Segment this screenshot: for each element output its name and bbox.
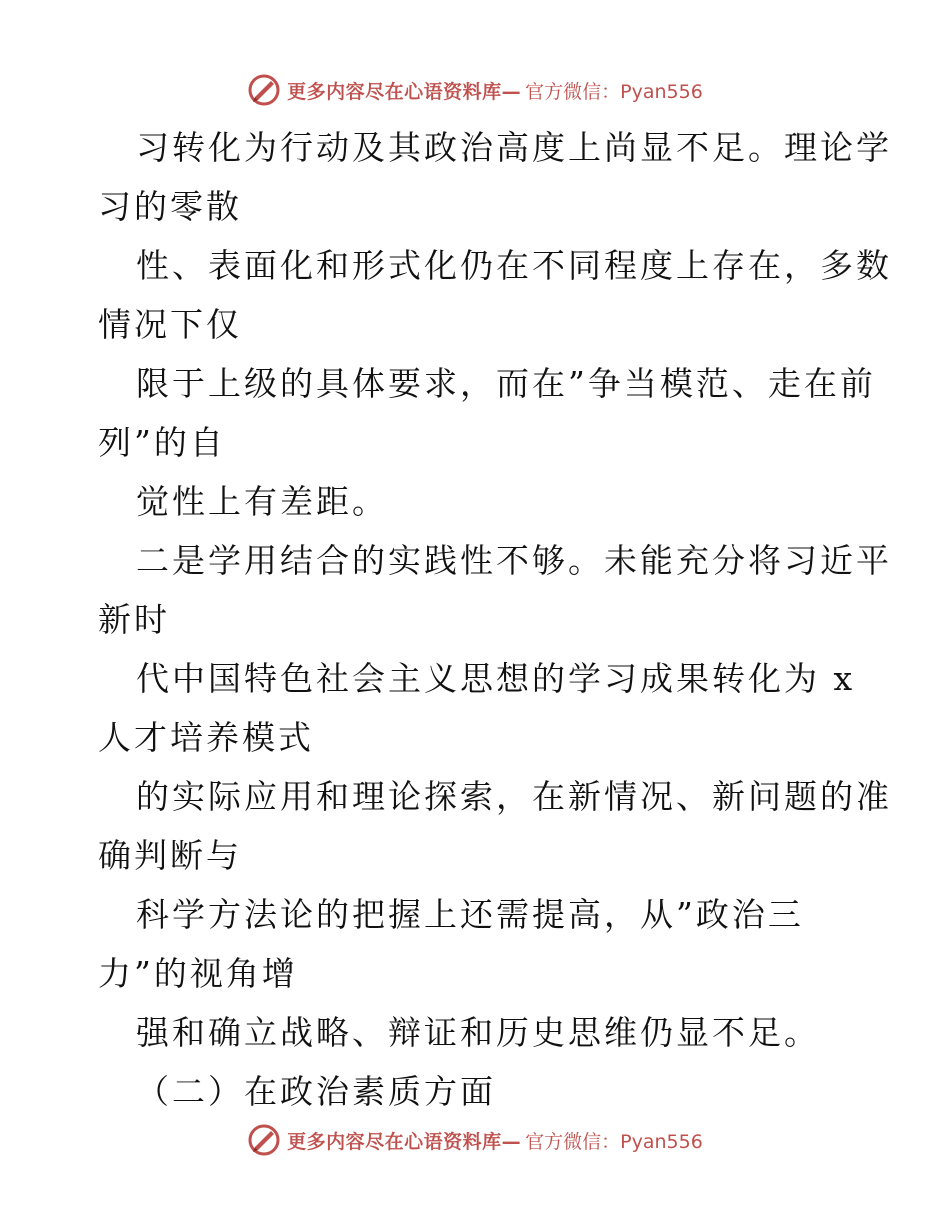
text-line: 代中国特色社会主义思想的学习成果转化为 x (136, 659, 856, 698)
banner-title: 更多内容尽在心语资料库— (287, 1130, 522, 1153)
text-line: 限于上级的具体要求，而在”争当模范、走在前 (136, 364, 876, 403)
text-line: 科学方法论的把握上还需提高，从”政治三 (136, 895, 804, 934)
text-line: 力”的视角增 (98, 954, 298, 993)
banner-title: 更多内容尽在心语资料库— (287, 80, 522, 103)
text-line: 习转化为行动及其政治高度上尚显不足。理论学 (136, 128, 892, 167)
text-line: 的实际应用和理论探索，在新情况、新问题的准 (136, 777, 892, 816)
banner-wechat: 官方微信：Pyan556 (525, 1130, 703, 1153)
text-line: 觉性上有差距。 (136, 482, 388, 521)
text-line: 情况下仅 (98, 305, 242, 344)
section-heading: （二）在政治素质方面 (136, 1072, 496, 1111)
pen-book-logo-icon (247, 73, 281, 107)
text-line: 列”的自 (98, 423, 226, 462)
header-banner (0, 70, 950, 110)
text-line: 确判断与 (98, 836, 242, 875)
text-line: 二是学用结合的实践性不够。未能充分将习近平 (136, 541, 892, 580)
text-line: 人才培养模式 (98, 718, 314, 757)
text-line: 强和确立战略、辩证和历史思维仍显不足。 (136, 1013, 820, 1052)
document-body (98, 118, 892, 1121)
pen-book-logo-icon (247, 1123, 281, 1157)
banner-wechat: 官方微信：Pyan556 (525, 80, 703, 103)
text-line: 新时 (98, 600, 170, 639)
footer-banner (0, 1120, 950, 1160)
text-line: 习的零散 (98, 187, 242, 226)
text-line: 性、表面化和形式化仍在不同程度上存在，多数 (136, 246, 892, 285)
